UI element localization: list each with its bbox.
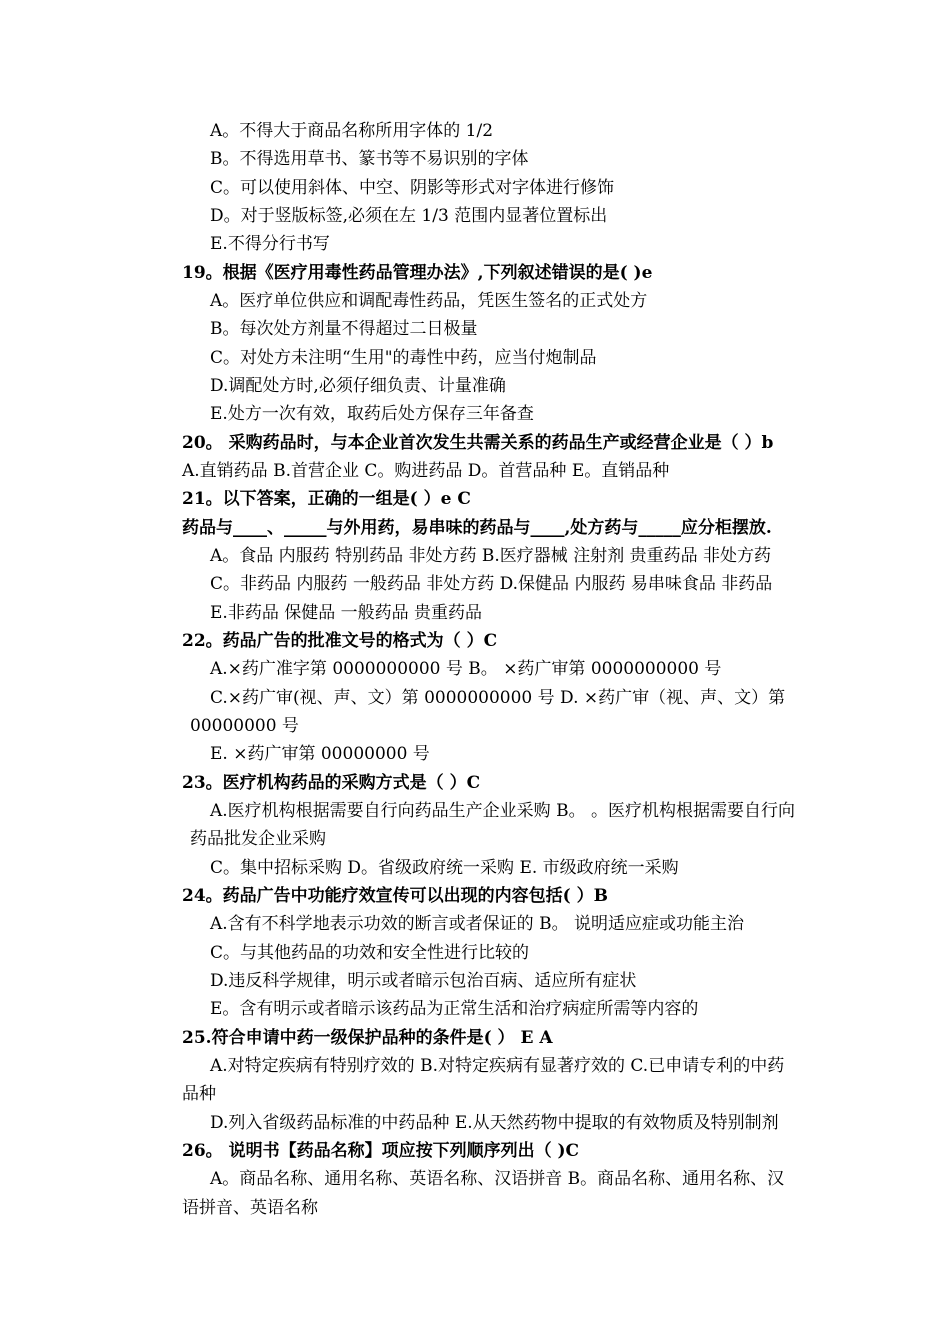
q18-option-c: C。可以使用斜体、中空、阴影等形式对字体进行修饰 — [210, 178, 615, 198]
q18-option-b: B。不得选用草书、篆书等不易识别的字体 — [210, 149, 529, 169]
q18-option-a: A。不得大于商品名称所用字体的 1/2 — [210, 121, 494, 141]
q19-option-c: C。对处方未注明“生用"的毒性中药，应当付炮制品 — [210, 348, 597, 368]
q21-option-e: E.非药品 保健品 一般药品 贵重药品 — [210, 603, 483, 623]
q19-option-e: E.处方一次有效，取药后处方保存三年备查 — [210, 404, 534, 424]
q19-option-a: A。医疗单位供应和调配毒性药品，凭医生签名的正式处方 — [210, 291, 648, 311]
q23-option-cde: C。集中招标采购 D。省级政府统一采购 E. 市级政府统一采购 — [210, 858, 679, 878]
q26-option-b-continued: 语拼音、英语名称 — [182, 1198, 318, 1218]
q22-option-d-continued: 00000000 号 — [190, 716, 299, 736]
q21-option-ab: A。食品 内服药 特别药品 非处方药 B.医疗器械 注射剂 贵重药品 非处方药 — [210, 546, 771, 566]
q24-option-c: C。与其他药品的功效和安全性进行比较的 — [210, 943, 530, 963]
q20-stem: 20。 采购药品时，与本企业首次发生共需关系的药品生产或经营企业是（ ）b — [182, 433, 774, 453]
q22-stem: 22。药品广告的批准文号的格式为（ ）C — [182, 631, 498, 651]
q21-option-cd: C。非药品 内服药 一般药品 非处方药 D.保健品 内服药 易串味食品 非药品 — [210, 574, 773, 594]
q24-option-e: E。含有明示或者暗示该药品为正常生活和治疗病症所需等内容的 — [210, 999, 699, 1019]
q26-option-ab: A。商品名称、通用名称、英语名称、汉语拼音 B。商品名称、通用名称、汉 — [210, 1169, 785, 1189]
q24-option-ab: A.含有不科学地表示功效的断言或者保证的 B。 说明适应症或功能主治 — [210, 914, 744, 934]
q19-option-d: D.调配处方时,必须仔细负责、计量准确 — [210, 376, 506, 396]
q25-stem: 25.符合申请中药一级保护品种的条件是( ） E A — [182, 1028, 553, 1048]
q25-option-abc: A.对特定疾病有特别疗效的 B.对特定疾病有显著疗效的 C.已申请专利的中药 — [210, 1056, 785, 1076]
q22-option-ab: A.×药广准字第 0000000000 号 B。 ×药广审第 0000000000 号 — [210, 659, 722, 679]
q18-option-e: E.不得分行书写 — [210, 234, 330, 254]
q18-option-d: D。对于竖版标签,必须在左 1/3 范围内显著位置标出 — [210, 206, 608, 226]
q21-stem: 21。以下答案，正确的一组是( ）e C — [182, 489, 471, 509]
q25-option-c-continued: 品种 — [182, 1084, 216, 1104]
q20-options: A.直销药品 B.首营企业 C。购进药品 D。首营品种 E。直销品种 — [182, 461, 670, 481]
q23-option-ab: A.医疗机构根据需要自行向药品生产企业采购 B。 。医疗机构根据需要自行向 — [210, 801, 795, 821]
q25-option-de: D.列入省级药品标准的中药品种 E.从天然药物中提取的有效物质及特别制剂 — [210, 1113, 779, 1133]
q19-option-b: B。每次处方剂量不得超过二日极量 — [210, 319, 478, 339]
q24-option-d: D.违反科学规律，明示或者暗示包治百病、适应所有症状 — [210, 971, 637, 991]
q21-stem-continued: 药品与____、_____与外用药，易串味的药品与____,处方药与_____应分柜摆放. — [182, 518, 772, 538]
q22-option-e: E. ×药广审第 00000000 号 — [210, 744, 430, 764]
q19-stem: 19。根据《医疗用毒性药品管理办法》,下列叙述错误的是( )e — [182, 263, 653, 283]
q22-option-cd: C.×药广审(视、声、文）第 0000000000 号 D. ×药广审（视、声、文）第 — [210, 688, 786, 708]
q26-stem: 26。 说明书【药品名称】项应按下列顺序列出（ )C — [182, 1141, 580, 1161]
q23-stem: 23。医疗机构药品的采购方式是（ ）C — [182, 773, 481, 793]
q24-stem: 24。药品广告中功能疗效宣传可以出现的内容包括( ）B — [182, 886, 608, 906]
q23-option-b-continued: 药品批发企业采购 — [190, 829, 326, 849]
